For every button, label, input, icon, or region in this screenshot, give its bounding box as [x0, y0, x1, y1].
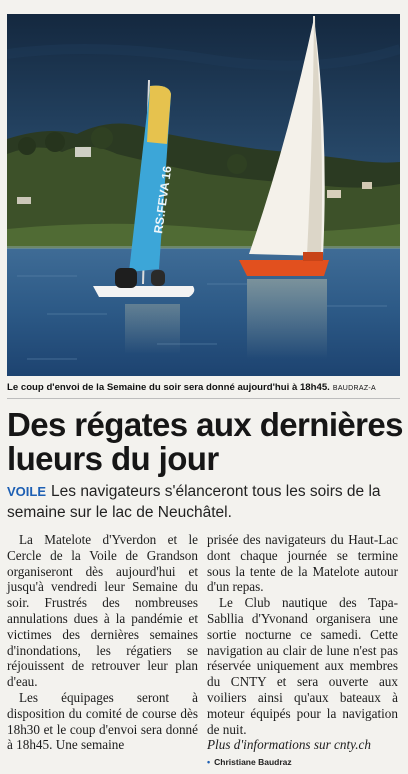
paragraph-1: La Matelote d'Yverdon et le Cercle de la Voile de Grandson organiseront dès aujourd'hui et jusqu'à vendredi leur Semaine du soir. Frustrés des nombreuses annulations dues à la pandémie et victimes des dernières semaines d'inondations, les régatiers se réjouissent de retrouver leur plan d'eau. — [7, 532, 198, 690]
caption-divider — [7, 398, 400, 399]
photo-caption — [7, 382, 403, 393]
paragraph-3: Le Club nautique des Tapa-Sabllia d'Yvonand organisera une sortie nocturne ce samedi. Cette navigation au clair de lune n'est pas réservée uniquement aux membres du CNTY et sera ouverte aux voiliers ainsi qu'aux bateaux à moteur équipés pour la navigation de nuit. — [207, 595, 398, 737]
paragraph-2-continued: prisée des navigateurs du Haut-Lac dont chaque journée se termine sous la tente de la Matelote autour d'un repas. — [207, 532, 398, 595]
sailboats-image — [7, 14, 400, 376]
lead-text: Les navigateurs s'élanceront tous les soirs de la semaine sur le lac de Neuchâtel. — [7, 483, 381, 521]
article-lead — [7, 481, 401, 523]
photo-credit: BAUDRAZ-A — [332, 385, 376, 392]
author-byline — [207, 755, 398, 771]
more-info-link[interactable]: Plus d'informations sur cnty.ch — [207, 737, 371, 753]
caption-text: Le coup d'envoi de la Semaine du soir sera donné aujourd'hui à 18h45. — [7, 382, 330, 393]
article-headline: Des régates aux dernières lueurs du jour — [7, 406, 403, 477]
article-column-1 — [7, 532, 198, 753]
article-column-2 — [207, 532, 398, 771]
sail-text: RS:FEVA 16 — [151, 165, 175, 235]
rubric-label: VOILE — [7, 484, 47, 499]
paragraph-2: Les équipages seront à disposition du comité de course dès 18h30 et le coup d'envoi sera donné à 18h45. Une semaine — [7, 689, 198, 753]
author-name: Christiane Baudraz — [214, 757, 292, 768]
article-photo — [7, 14, 400, 376]
bullet-icon: • — [207, 757, 211, 768]
